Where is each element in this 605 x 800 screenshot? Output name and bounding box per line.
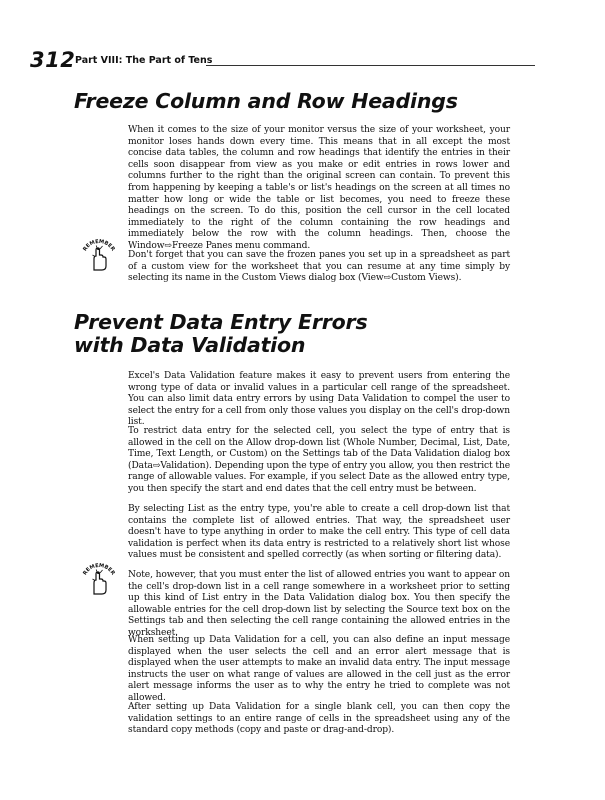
body-paragraph: After setting up Data Validation for a single blank cell, you can then copy the validation settings to an entire range of cells in the spreadsheet using any of the standard copy methods (copy and paste or drag-and-drop). [128,702,510,736]
remember-note: Note, however, that you must enter the list of allowed entries you want to appear on the cell's drop-down list in a cell range somewhere in a worksheet prior to setting up this kind of List entry in the Data Validation dialog box. You then specify the allowable entries for the cell drop-down list by selecting the Source text box on the Settings tab and then selecting the cell range containing the allowed entries in the worksheet. [128,570,510,638]
part-title: Part VIII: The Part of Tens [75,55,213,66]
body-paragraph: When setting up Data Validation for a cell, you can also define an input message displayed when the user selects the cell and an error alert message that is displayed when the user attempts to make an invalid data entry. The input message instructs the user on what range of values are allowed in the cell just as the error alert message informs the user as to why the entry he tried to complete was not allowed. [128,635,510,703]
remember-icon-graphic [81,562,117,596]
section-heading-validation [74,311,367,357]
remember-icon [81,238,117,272]
header-rule [206,65,535,66]
page-number: 312 [30,48,76,72]
remember-note: Don't forget that you can save the frozen panes you set up in a spreadsheet as part of a custom view for the worksheet that you can resume at any time simply by selecting its name in the Custom Views dialog box (View⇨Custom Views). [128,250,510,284]
remember-icon-label: REMEMBER [82,238,116,253]
section-heading-freeze: Freeze Column and Row Headings [74,89,458,113]
body-paragraph: When it comes to the size of your monitor versus the size of your worksheet, your monitor loses hands down every time. This means that in all except the most concise data tables, the column and row headings that identify the entries in their cells soon disappear from view as you make or edit entries in rows lower and columns further to the right than the original screen can contain. To prevent this from happening by keeping a table's or list's headings on the screen at all times no matter how long or wide the table or list becomes, you need to freeze these headings on the screen. To do this, position the cell cursor in the cell located immediately to the right of the column containing the row headings and immediately below the row with the column headings. Then, choose the Window⇨Freeze Panes menu command. [128,125,510,251]
heading-line-2: with Data Validation [74,333,306,357]
body-paragraph: Excel's Data Validation feature makes it easy to prevent users from entering the wrong type of data or invalid values in a particular cell range of the spreadsheet. You can also limit data entry errors by using Data Validation to compel the user to select the entry for a cell from only those values you display on the cell's drop-down list. [128,371,510,428]
remember-icon-graphic [81,238,117,272]
body-paragraph: By selecting List as the entry type, you're able to create a cell drop-down list that contains the complete list of allowed entries. That way, the spreadsheet user doesn't have to type anything in order to make the cell entry. This type of cell data validation is perfect when its data entry is restricted to a relatively short list whose values must be consistent and spelled correctly (as when sorting or filtering data). [128,504,510,561]
body-paragraph: To restrict data entry for the selected cell, you select the type of entry that is allowed in the cell on the Allow drop-down list (Whole Number, Decimal, List, Date, Time, Text Length, or Custom) on the Settings tab of the Data Validation dialog box (Data⇨Validation). Depending upon the type of entry you allow, you then restrict the range of allowable values. For example, if you select Date as the allowed entry type, you then specify the start and end dates that the cell entry must be between. [128,426,510,494]
running-header [30,48,535,72]
heading-line-1: Prevent Data Entry Errors [74,310,368,334]
remember-icon-label: REMEMBER [82,562,116,577]
remember-icon [81,562,117,596]
